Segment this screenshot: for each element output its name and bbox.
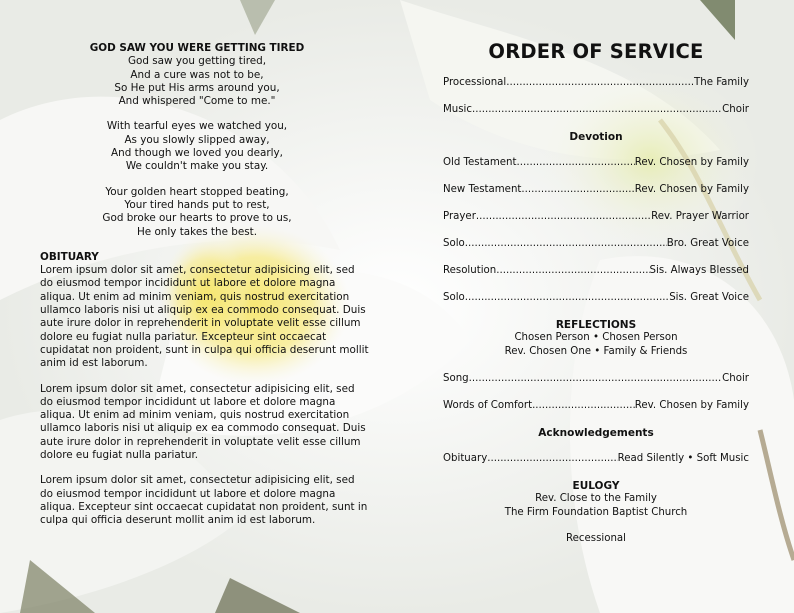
eulogy-line: Rev. Close to the Family <box>535 493 657 504</box>
leader-dots <box>472 104 722 115</box>
left-panel <box>40 42 370 540</box>
program-row <box>443 265 749 278</box>
poem-line: With tearful eyes we watched you, <box>106 120 288 133</box>
eulogy-line: The Firm Foundation Baptist Church <box>504 507 688 518</box>
program-participant: Rev. Chosen by Family <box>634 184 749 195</box>
poem-line: Your golden heart stopped beating, <box>105 185 289 198</box>
program-row <box>443 211 749 224</box>
program-participant: Choir <box>722 104 749 115</box>
program-item: Solo <box>443 238 465 249</box>
leader-dots <box>465 292 669 303</box>
order-of-service-panel <box>443 40 749 546</box>
leader-dots <box>506 77 694 88</box>
program-item: Obituary <box>443 453 488 464</box>
program-participant: Rev. Chosen by Family <box>634 157 749 168</box>
program-row-song <box>443 373 749 386</box>
program-item: Processional <box>443 77 507 88</box>
poem-title: GOD SAW YOU WERE GETTING TIRED <box>89 42 305 54</box>
acknowledgements-heading: Acknowledgements <box>538 427 654 439</box>
poem-line: And though we loved you dearly, <box>111 147 283 160</box>
poem-line: God broke our hearts to prove to us, <box>102 212 292 225</box>
program-item: New Testament <box>443 184 522 195</box>
devotion-heading: Devotion <box>569 131 623 143</box>
program-participant: The Family <box>694 77 749 88</box>
program-item: Song <box>443 373 469 384</box>
poem-line: And whispered "Come to me." <box>118 95 276 108</box>
reflections-line: Chosen Person • Chosen Person <box>514 332 678 343</box>
obituary-paragraph: Lorem ipsum dolor sit amet, consectetur adipisicing elit, sed do eiusmod tempor incididunt ut labore et dolore magna aliqua. Ut enim ad minim veniam, quis nostrud exercitation ullamco laboris nisi ut aliquip ex ea commodo consequat. Duis aute irure dolor in reprehenderit in voluptate velit esse cillum dolore eu fugiat nulla pariatur. Excepteur sint occaecat cupidatat non proident, sunt in culpa qui officia deserunt mollit anim id est laborum. <box>40 264 369 370</box>
leader-dots <box>469 373 723 384</box>
program-item: Old Testament <box>443 157 517 168</box>
poem-stanza-1 <box>40 55 354 108</box>
poem-stanza-3 <box>40 186 354 239</box>
program-participant: Sis. Always Blessed <box>649 265 749 276</box>
program-row <box>443 157 749 170</box>
poem-line: Your tired hands put to rest, <box>124 198 270 211</box>
obituary-paragraph: Lorem ipsum dolor sit amet, consectetur adipisicing elit, sed do eiusmod tempor incididunt ut labore et dolore magna aliqua. Ut enim ad minim veniam, quis nostrud exercitation ullamco laboris nisi ut aliquip ex ea commodo consequat. Duis aute irure dolor in reprehenderit in voluptate velit esse cillum dolore eu fugiat nulla pariatur. <box>40 382 366 462</box>
program-item: Music <box>443 104 472 115</box>
poem-line: He only takes the best. <box>136 225 258 238</box>
program-row <box>443 292 749 305</box>
leader-dots <box>476 211 651 222</box>
leader-dots <box>521 184 634 195</box>
program-participant: Sis. Great Voice <box>669 292 749 303</box>
program-item: Prayer <box>443 211 476 222</box>
reflections-heading: REFLECTIONS <box>555 319 637 331</box>
program-item: Solo <box>443 292 465 303</box>
order-title: ORDER OF SERVICE <box>488 40 704 63</box>
program-participant: Read Silently • Soft Music <box>617 453 749 464</box>
program-participant: Choir <box>722 373 749 384</box>
program-item: Words of Comfort <box>443 400 533 411</box>
poem-line: God saw you getting tired, <box>127 55 267 68</box>
eulogy-heading: EULOGY <box>572 480 620 492</box>
obituary-heading: OBITUARY <box>40 250 99 263</box>
leader-dots <box>465 238 667 249</box>
program-item: Resolution <box>443 265 497 276</box>
program-participant: Rev. Prayer Warrior <box>651 211 749 222</box>
leader-dots <box>496 265 649 276</box>
poem-line: We couldn't make you stay. <box>125 160 269 173</box>
poem-line: As you slowly slipped away, <box>124 133 270 146</box>
program-participant: Rev. Chosen by Family <box>634 400 749 411</box>
leader-dots <box>517 157 635 168</box>
poem-line: So He put His arms around you, <box>114 81 280 94</box>
poem <box>40 42 354 239</box>
program-participant: Bro. Great Voice <box>666 238 749 249</box>
reflections-line: Rev. Chosen One • Family & Friends <box>504 346 688 357</box>
poem-line: And a cure was not to be, <box>130 68 264 81</box>
leader-dots <box>487 453 617 464</box>
program-row <box>443 184 749 197</box>
program-row-words-of-comfort <box>443 400 749 413</box>
program-row-music <box>443 104 749 117</box>
obituary-paragraph: Lorem ipsum dolor sit amet, consectetur adipisicing elit, sed do eiusmod tempor incididunt ut labore et dolore magna aliqua. Excepteur sint occaecat cupidatat non proident, sunt in culpa qui officia deserunt mollit anim id est laborum. <box>40 474 368 527</box>
program-row-obituary <box>443 453 749 466</box>
recessional: Recessional <box>566 533 626 544</box>
program-row <box>443 238 749 251</box>
poem-stanza-2 <box>40 120 354 173</box>
leader-dots <box>532 400 635 411</box>
program-row-processional <box>443 77 749 90</box>
